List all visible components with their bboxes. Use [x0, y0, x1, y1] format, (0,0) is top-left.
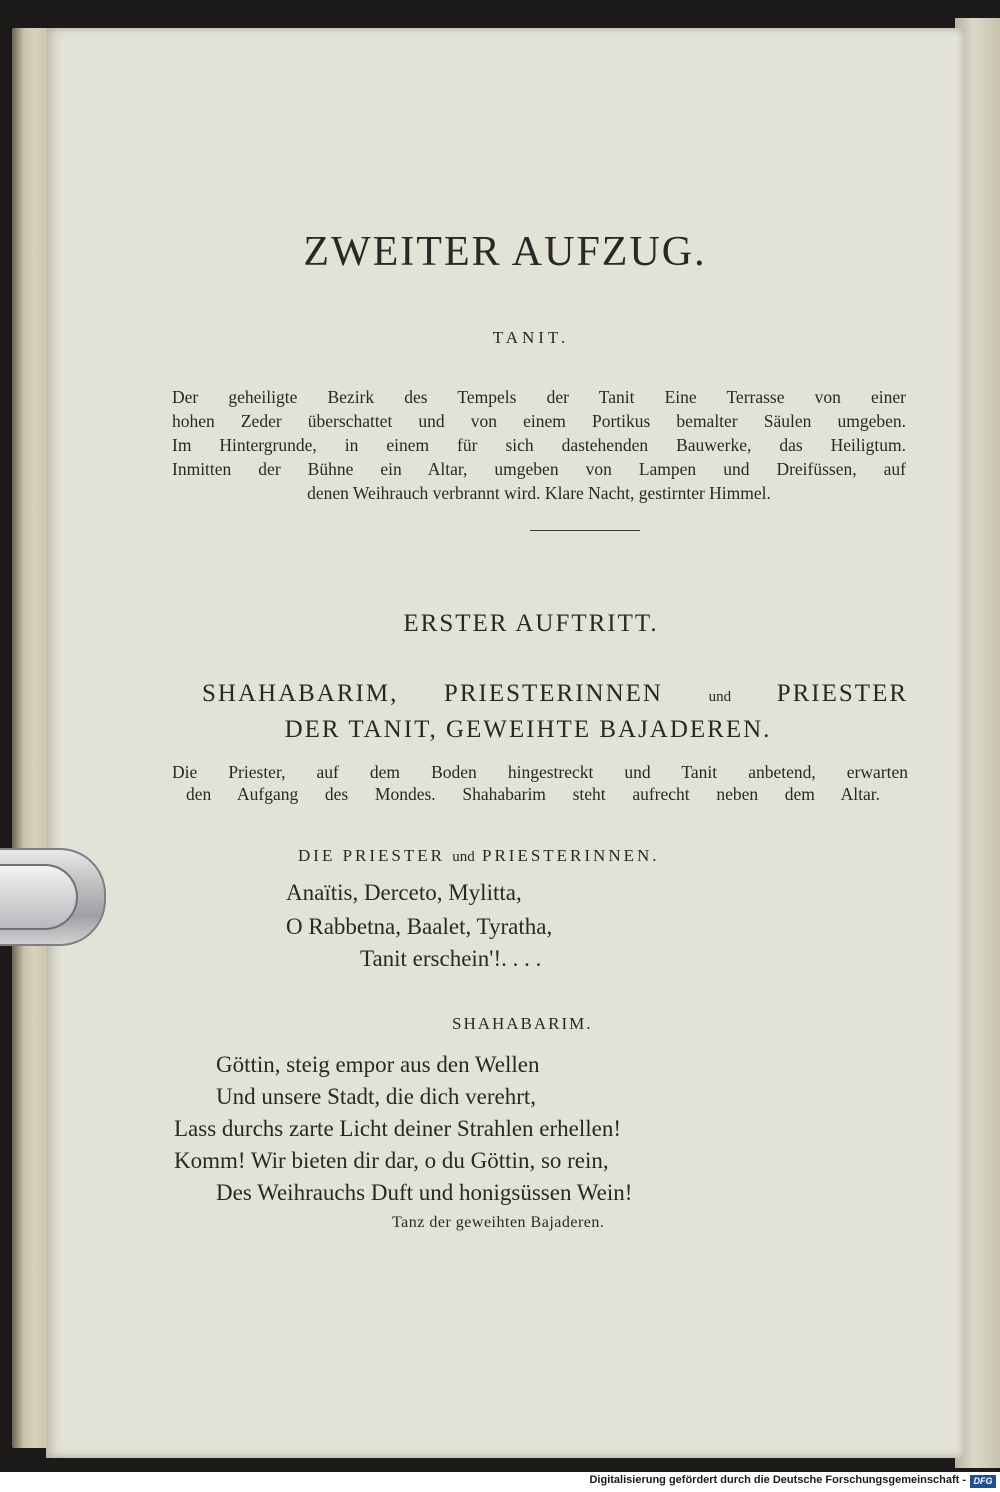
character-list-line: DER TANIT, GEWEIHTE BAJADEREN. — [284, 716, 772, 743]
setting-line: Der geheiligte Bezirk des Tempels der Tanit Eine Terrasse von einer — [172, 387, 906, 407]
page-clip — [0, 848, 106, 946]
verse-line: Und unsere Stadt, die dich verehrt, — [216, 1084, 536, 1109]
stage-direction-line: Die Priester, auf dem Boden hingestreckt und Tanit anbetend, erwarten — [172, 762, 908, 782]
page-clip-loop — [0, 864, 78, 930]
speaker-label — [298, 846, 660, 866]
act-subtitle: TANIT. — [492, 328, 570, 347]
setting-line: hohen Zeder überschattet und von einem Portikus bemalter Säulen umgeben. — [172, 411, 906, 431]
section-divider — [530, 530, 640, 531]
verse-line: Göttin, steig empor aus den Wellen — [216, 1052, 540, 1077]
verse-line: Lass durchs zarte Licht deiner Strahlen erhellen! — [174, 1116, 622, 1141]
footer-credit: Digitalisierung gefördert durch die Deutsche Forschungsgemeinschaft - — [589, 1474, 966, 1486]
setting-line: Im Hintergrunde, in einem für sich dastehenden Bauwerke, das Heiligtum. — [172, 435, 906, 455]
footer-bar — [0, 1472, 1000, 1492]
speaker-text: DIE PRIESTER — [298, 846, 445, 865]
stage-direction-dance: Tanz der geweihten Bajaderen. — [392, 1214, 605, 1231]
verse-line: Des Weihrauchs Duft und honigsüssen Wein! — [216, 1180, 633, 1205]
act-title: ZWEITER AUFZUG. — [303, 229, 707, 275]
characters-conjunction: und — [708, 689, 732, 705]
verse-line: Komm! Wir bieten dir dar, o du Göttin, so rein, — [174, 1148, 609, 1173]
verse-line: Anaïtis, Derceto, Mylitta, — [286, 880, 522, 905]
dfg-logo-icon: DFG — [970, 1475, 996, 1488]
stage-direction — [172, 761, 908, 805]
stage-direction-line: den Aufgang des Mondes. Shahabarim steht aufrecht neben dem Altar. — [186, 784, 880, 804]
verse-line: Tanit erschein'!. . . . — [360, 946, 542, 971]
setting-description — [172, 385, 906, 505]
character-list-line — [202, 680, 908, 708]
speaker-label: SHAHABARIM. — [452, 1014, 593, 1033]
speaker-conjunction: und — [452, 849, 475, 865]
verse-line: O Rabbetna, Baalet, Tyratha, — [286, 914, 553, 939]
setting-line: Inmitten der Bühne ein Altar, umgeben von Lampen und Dreifüssen, auf — [172, 459, 906, 479]
characters-text: SHAHABARIM, PRIESTERINNEN — [202, 680, 663, 707]
setting-line: denen Weihrauch verbrannt wird. Klare Nacht, gestirnter Himmel. — [307, 483, 771, 503]
scene-title: ERSTER AUFTRITT. — [403, 610, 659, 637]
speaker-text: PRIESTERINNEN. — [481, 846, 660, 865]
characters-text: PRIESTER — [776, 680, 909, 707]
book-page — [46, 28, 964, 1458]
